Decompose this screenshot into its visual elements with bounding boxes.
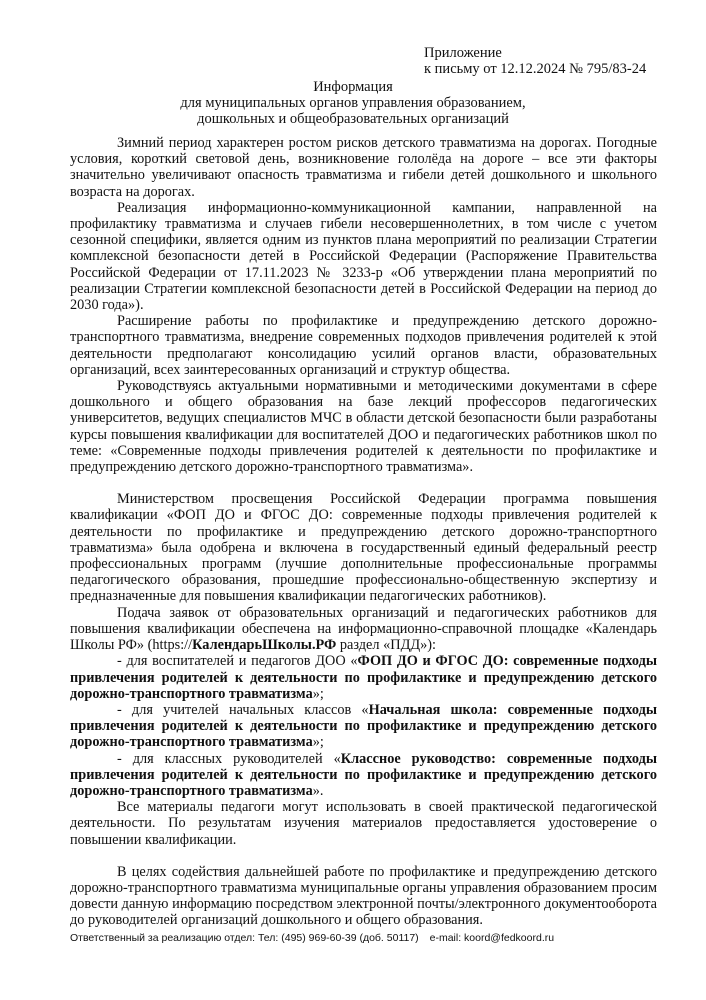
course-title-class-teachers: Классное руководство: современные подходы привлечения родителей к деятельности по профилактике и предупреждению детского дорожно-транспортного травматизма — [70, 750, 658, 799]
course-title-primary: Начальная школа: современные подходы привлечения родителей к деятельности по профилактике и предупреждению детского дорожно-транспортного травматизма — [70, 701, 657, 751]
appendix-header — [424, 45, 646, 77]
paragraph-applications — [70, 605, 657, 654]
course-title-preschool: ФОП ДО и ФГОС ДО: современные подходы привлечения родителей к деятельности по профилактике и предупреждению детского дорожно-транспортного травматизма — [70, 653, 658, 702]
title-heading: Информация — [313, 79, 393, 95]
list-item-preschool — [70, 653, 657, 702]
footer-email[interactable]: e-mail: koord@fedkoord.ru — [429, 932, 555, 944]
paragraph-materials: Все материалы педагоги могут использовать в своей практической педагогической деятельности. По результатам изучения материалов предоставляется удостоверение о повышении квалификации. — [70, 799, 657, 848]
list-item-primary — [70, 702, 657, 751]
paragraph-ministry-approval: Министерством просвещения Российской Федерации программа повышения квалификации «ФОП ДО и ФГОС ДО: современные подходы привлечения родителей к деятельности по профилактике и предупреждению детского дорожно-транспортного травматизма» была одобрена и включена в государственный единый федеральный реестр профессиональных программ (лучшие дополнительные профессиональные программы педагогического образования, прошедшие профессионально-общественную экспертизу и предназначенные для повышения квалификации педагогических работников). — [70, 491, 657, 605]
applications-text-start: Подача заявок от образовательных организаций и педагогических работников для повышения квалификации обеспечена на информационно-справочной площадке «Календарь Школы РФ» (https:// — [70, 604, 657, 654]
calendar-link[interactable]: КалендарьШколы.РФ — [192, 637, 337, 654]
paragraph-courses: Руководствуясь актуальными нормативными и методическими документами в сфере дошкольного и общего образования на базе лекций профессоров педагогических университетов, ведущих специалистов МЧС в области детской безопасности были разработаны курсы повышения квалификации для воспитателей ДОО и педагогических работников школ по теме: «Современные подходы привлечения родителей к деятельности по профилактике и предупреждению детского дорожно-транспортного травматизма». — [70, 378, 657, 476]
list-item-prefix: - для воспитателей и педагогов ДОО « — [117, 653, 358, 670]
list-item-suffix: »; — [312, 685, 324, 702]
applications-text-end: раздел «ПДД»): — [336, 637, 436, 654]
list-item-class-teachers — [70, 751, 657, 800]
paragraph-expansion: Расширение работы по профилактике и предупреждению детского дорожно-транспортного травматизма, внедрение современных подходов привлечения родителей к этой деятельности предполагают консолидацию усилий органов власти, образовательных организаций, всех заинтересованных организаций и структур общества. — [70, 313, 657, 378]
list-item-prefix: - для учителей начальных классов « — [117, 701, 369, 718]
list-item-suffix: ». — [312, 782, 324, 799]
paragraph-campaign: Реализация информационно-коммуникационной кампании, направленной на профилактику травматизма и случаев гибели несовершеннолетних, в том числе с учетом сезонной специфики, является одним из пунктов плана мероприятий по реализации Стратегии комплексной безопасности детей в Российской Федерации (Распоряжение Правительства Российской Федерации от 17.11.2023 № 3233-р «Об утверждении плана мероприятий по реализации Стратегии комплексной безопасности детей в Российской Федерации на период до 2030 года»). — [70, 199, 657, 314]
appendix-label: Приложение — [424, 45, 502, 61]
footer-contact — [70, 932, 670, 944]
appendix-letter-reference: к письму от 12.12.2024 № 795/83-24 — [424, 61, 647, 77]
list-item-prefix: - для классных руководителей « — [117, 750, 341, 767]
footer-responsible: Ответственный за реализацию отдел: Тел: (495) 969-60-39 (доб. 50117) — [70, 932, 419, 944]
list-item-suffix: »; — [312, 734, 324, 751]
paragraph-request: В целях содействия дальнейшей работе по профилактике и предупреждению детского дорожно-транспортного травматизма муниципальные органы управления образованием просим довести данную информацию посредством электронной почты/электронного документооборота до руководителей организаций дошкольного и общего образования. — [70, 863, 657, 929]
title-subheading-2: дошкольных и общеобразовательных организаций — [197, 111, 509, 127]
paragraph-winter-risks: Зимний период характерен ростом рисков детского травматизма на дорогах. Погодные условия, короткий световой день, возникновение гололёда на дороге – все эти факторы значительно увеличивают опасность травматизма и гибели детей дошкольного и школьного возраста на дорогах. — [70, 135, 657, 200]
title-subheading-1: для муниципальных органов управления образованием, — [180, 95, 526, 111]
document-title — [0, 79, 706, 127]
document-body — [70, 135, 657, 929]
